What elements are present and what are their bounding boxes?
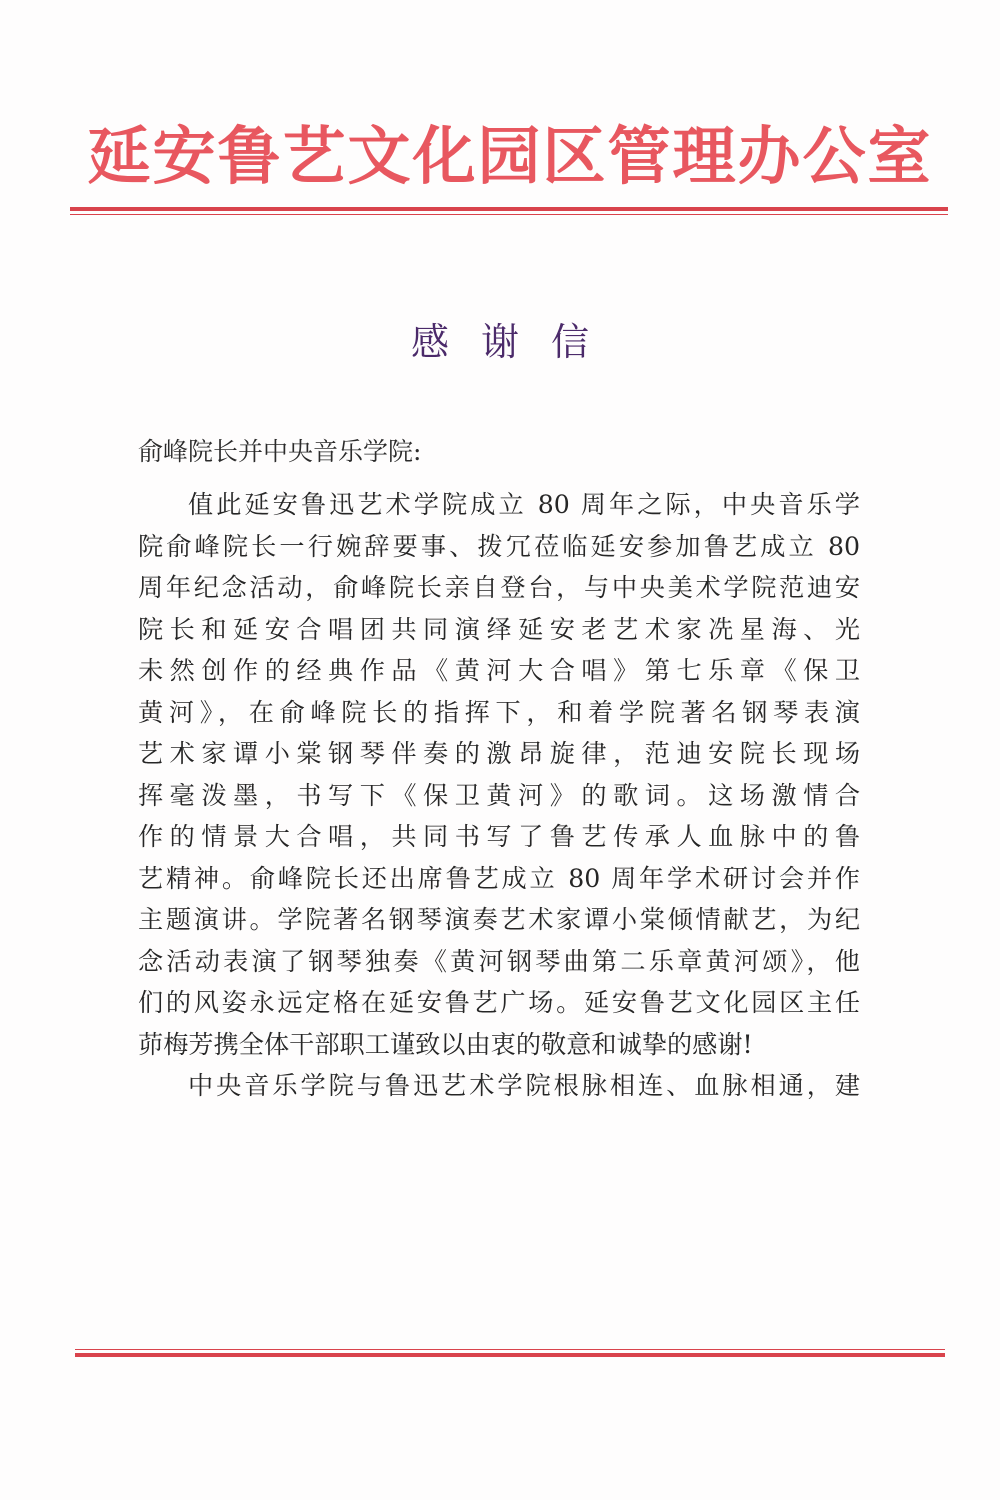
body-line: 作的情景大合唱，共同书写了鲁艺传承人血脉中的鲁 bbox=[138, 822, 860, 851]
body-line: 院长和延安合唱团共同演绎延安老艺术家冼星海、光 bbox=[138, 614, 860, 644]
body-line: 们的风姿永远定格在延安鲁艺广场。延安鲁艺文化园区主任 bbox=[138, 988, 860, 1017]
body-line: 院俞峰院长一行婉辞要事、拨冗莅临延安参加鲁艺成立 80 bbox=[138, 531, 860, 561]
divider-thick-line bbox=[75, 1353, 945, 1357]
body-line: 主题演讲。学院著名钢琴演奏艺术家谭小棠倾情献艺，为纪 bbox=[138, 905, 860, 934]
divider-thin-line bbox=[70, 214, 948, 215]
footer-divider bbox=[75, 1349, 945, 1357]
body-line: 挥毫泼墨，书写下《保卫黄河》的歌词。这场激情合 bbox=[138, 780, 860, 810]
divider-thick-line bbox=[70, 207, 948, 211]
body-line: 未然创作的经典作品《黄河大合唱》第七乐章《保卫 bbox=[138, 656, 860, 685]
body-line: 周年纪念活动，俞峰院长亲自登台，与中央美术学院范迪安 bbox=[138, 573, 860, 602]
divider-thin-line bbox=[75, 1349, 945, 1350]
body-line: 念活动表演了钢琴独奏《黄河钢琴曲第二乐章黄河颂》，他 bbox=[138, 946, 860, 976]
letterhead-org-name: 延安鲁艺文化园区管理办公室 bbox=[87, 119, 933, 193]
body-line: 中央音乐学院与鲁迅艺术学院根脉相连、血脉相通，建 bbox=[188, 1071, 860, 1100]
letterhead-divider-top bbox=[70, 207, 948, 215]
body-line: 茆梅芳携全体干部职工谨致以由衷的敬意和诚挚的感谢! bbox=[138, 1029, 753, 1059]
letter-body bbox=[138, 484, 860, 1107]
letter-salutation: 俞峰院长并中央音乐学院: bbox=[138, 437, 422, 466]
body-line: 艺术家谭小棠钢琴伴奏的激昂旋律，范迪安院长现场 bbox=[138, 739, 860, 768]
body-line: 值此延安鲁迅艺术学院成立 80 周年之际，中央音乐学 bbox=[188, 490, 860, 519]
letter-title: 感谢信 bbox=[410, 320, 621, 364]
body-line: 艺精神。俞峰院长还出席鲁艺成立 80 周年学术研讨会并作 bbox=[138, 863, 860, 893]
body-line: 黄河》，在俞峰院长的指挥下，和着学院著名钢琴表演 bbox=[138, 697, 860, 727]
